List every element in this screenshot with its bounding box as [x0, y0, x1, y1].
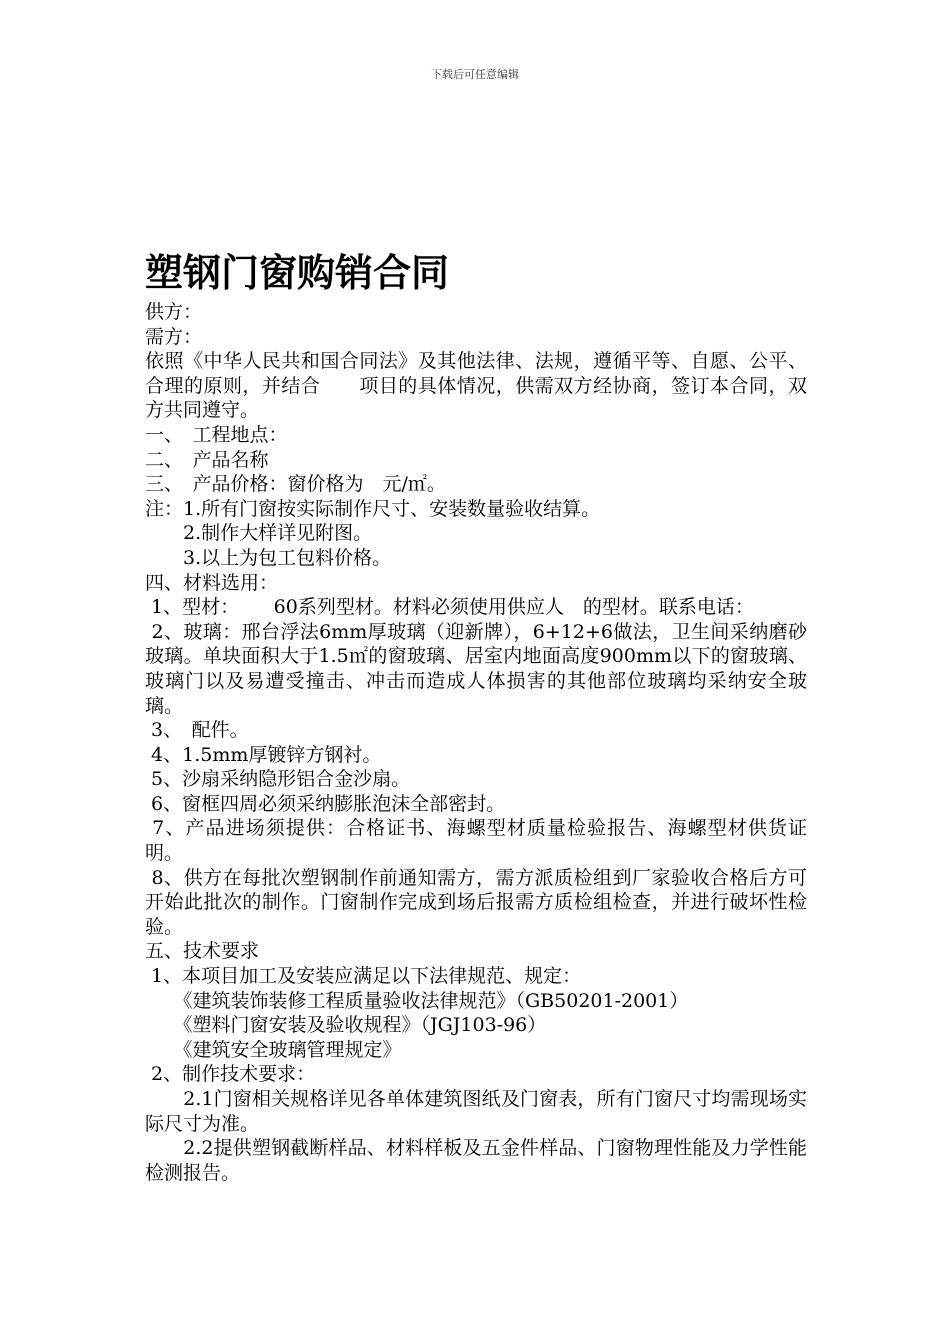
section-4-materials: 四、材料选用： — [145, 571, 279, 594]
material-item-sealing: 6、窗框四周必须采纳膨胀泡沫全部密封。 — [145, 792, 506, 815]
material-item-certificates: 7、产品进场须提供：合格证书、海螺型材质量检验报告、海螺型材供货证明。 — [145, 817, 808, 865]
tech-item-manufacturing: 2、制作技术要求： — [145, 1063, 316, 1086]
section-1-project-location: 一、 工程地点： — [145, 423, 288, 446]
material-item-glass: 2、玻璃：邢台浮法6mm厚玻璃（迎新牌），6+12+6做法，卫生间采纳磨砂玻璃。单块面积大于1.5㎡的窗玻璃、居室内地面高度900mm以下的窗玻璃、玻璃门以及易遭受撞击、冲击而造成人体损害的其他部位玻璃均采纳安全玻璃。 — [145, 620, 808, 717]
standard-gb50201: 《建筑装饰装修工程质量验收法律规范》（GB50201-2001） — [145, 989, 689, 1012]
standard-jgj103: 《塑料门窗安装及验收规程》（JGJ103-96） — [145, 1014, 547, 1037]
page-header-note: 下载后可任意编辑 — [431, 68, 519, 81]
tech-subitem-2-1: 2.1门窗相关规格详见各单体建筑图纸及门窗表，所有门窗尺寸均需现场实际尺寸为准。 — [145, 1088, 807, 1135]
material-item-steel-lining: 4、1.5mm厚镀锌方钢衬。 — [145, 743, 382, 766]
material-item-profile: 1、型材： 60系列型材。材料必须使用供应人 的型材。联系电话： — [145, 596, 754, 619]
standard-safety-glass: 《建筑安全玻璃管理规定》 — [145, 1038, 402, 1061]
document-title: 塑钢门窗购销合同 — [145, 251, 450, 295]
supplier-line: 供方： — [145, 301, 203, 323]
material-item-fittings: 3、 配件。 — [145, 719, 249, 742]
section-3-product-price: 三、 产品价格：窗价格为 元/㎡。 — [145, 473, 446, 496]
material-item-inspection: 8、供方在每批次塑钢制作前通知需方，需方派质检组到厂家验收合格后方可开始此批次的制作。门窗制作完成到场后报需方质检组检查，并进行破坏性检验。 — [145, 866, 808, 938]
material-item-screen: 5、沙扇采纳隐形铝合金沙扇。 — [145, 768, 411, 791]
tech-subitem-2-2: 2.2提供塑钢截断样品、材料样板及五金件样品、门窗物理性能及力学性能检测报告。 — [145, 1137, 807, 1184]
preamble-paragraph: 依照《中华人民共和国合同法》及其他法律、法规，遵循平等、自愿、公平、合理的原则，并结合 项目的具体情况，供需双方经协商，签订本合同，双方共同遵守。 — [145, 350, 807, 422]
note-2: 2.制作大样详见附图。 — [145, 522, 373, 545]
section-5-technical-requirements: 五、技术要求 — [145, 940, 260, 963]
buyer-line: 需方： — [145, 325, 203, 348]
note-3: 3.以上为包工包料价格。 — [145, 546, 392, 569]
document-body — [145, 300, 807, 1185]
tech-item-standards: 1、本项目加工及安装应满足以下法律规范、规定： — [145, 965, 582, 988]
note-1: 注：1.所有门窗按实际制作尺寸、安装数量验收结算。 — [145, 497, 601, 520]
section-2-product-name: 二、 产品名称 — [145, 448, 269, 471]
